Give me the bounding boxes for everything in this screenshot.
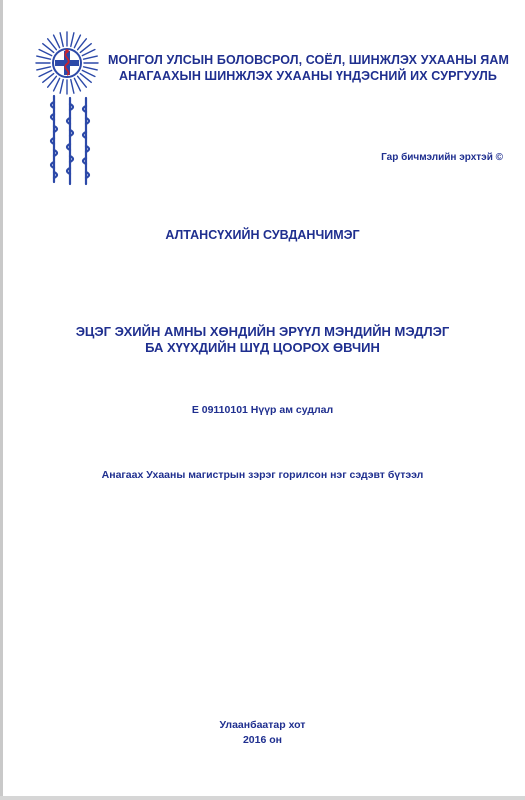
copyright-notice: Гар бичмэлийн эрхтэй © — [381, 152, 503, 163]
page-bottom-edge — [0, 796, 525, 800]
university-name: АНАГААХЫН ШИНЖЛЭХ УХААНЫ ҮНДЭСНИЙ ИХ СУРГУУЛЬ — [119, 69, 497, 83]
ministry-name: МОНГОЛ УЛСЫН БОЛОВСРОЛ, СОЁЛ, ШИНЖЛЭХ УХААНЫ ЯАМ — [108, 53, 510, 67]
medical-university-emblem-icon — [34, 30, 100, 96]
specialty-code: Е 09110101 Нүүр ам судлал — [191, 404, 334, 416]
city-name: Улаанбаатар хот — [219, 719, 306, 731]
degree-statement: Анагаах Ухааны магистрын зэрэг горилсон нэг сэдэвт бүтээл — [101, 469, 424, 481]
publication-year: 2016 он — [242, 734, 283, 746]
mongolian-script-university-name — [42, 92, 98, 188]
page-edge-shadow — [0, 0, 3, 800]
thesis-title-line-2: БА ХҮҮХДИЙН ШҮД ЦООРОХ ӨВЧИН — [145, 340, 380, 355]
author-name: АЛТАНСҮХИЙН СУВДАНЧИМЭГ — [165, 228, 360, 242]
thesis-title-line-1: ЭЦЭГ ЭХИЙН АМНЫ ХӨНДИЙН ЭРҮҮЛ МЭНДИЙН МЭДЛЭГ — [75, 324, 450, 339]
